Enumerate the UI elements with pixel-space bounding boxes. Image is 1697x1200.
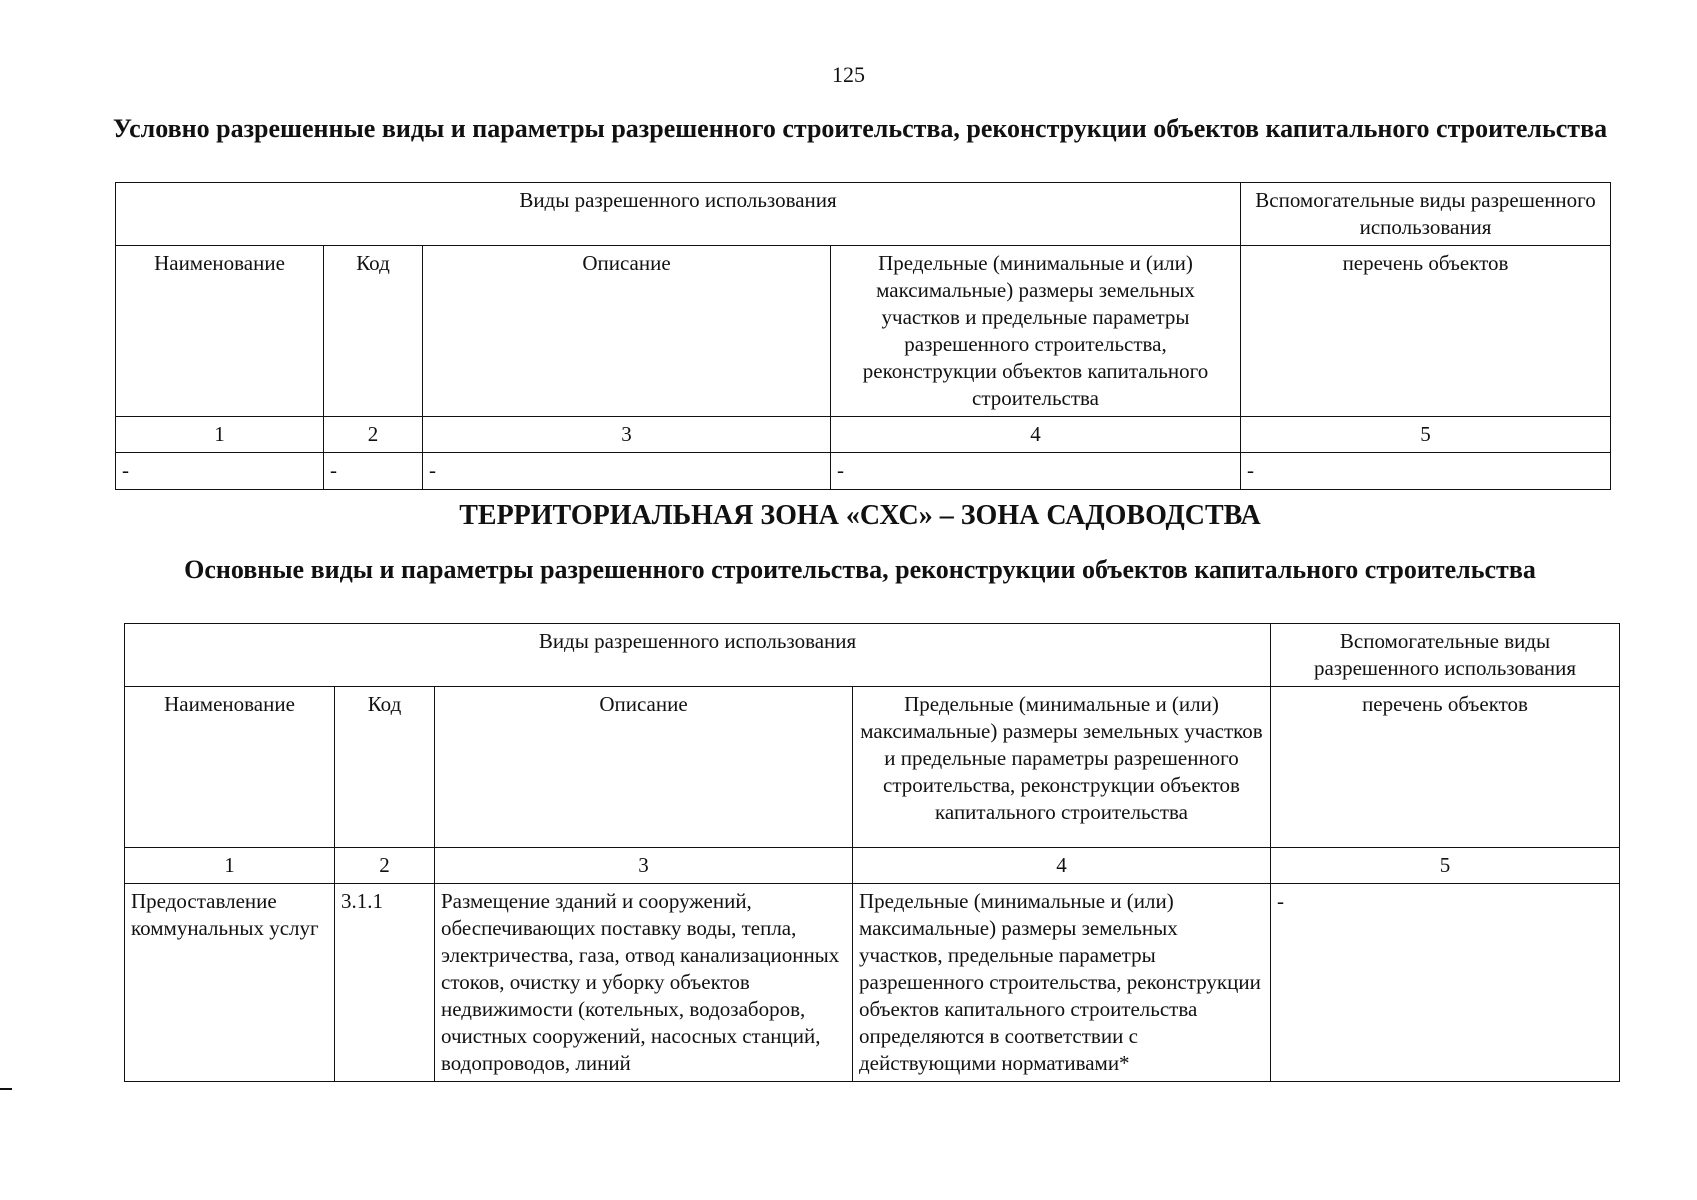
column-number: 3 (435, 848, 853, 884)
table-cell-objects: - (1271, 884, 1620, 1082)
table-column-header-row (116, 246, 1611, 417)
column-header-name: Наименование (116, 246, 324, 417)
column-number: 1 (125, 848, 335, 884)
column-header-description: Описание (435, 687, 853, 848)
table-number-row (125, 848, 1620, 884)
table-row (116, 453, 1611, 490)
table-cell: - (1241, 453, 1611, 490)
table-cell: - (831, 453, 1241, 490)
section2-table (124, 623, 1620, 1082)
column-number: 4 (853, 848, 1271, 884)
column-number: 5 (1271, 848, 1620, 884)
section1-heading: Условно разрешенные виды и параметры разрешенного строительства, реконструкции объектов капитального строительства (112, 114, 1608, 143)
table-column-header-row (125, 687, 1620, 848)
table-cell-name: Предоставление коммунальных услуг (125, 884, 335, 1082)
table-cell: - (324, 453, 423, 490)
aux-header: Вспомогательные виды разрешенного использования (1271, 624, 1620, 687)
column-number: 2 (324, 417, 423, 453)
column-number: 3 (423, 417, 831, 453)
column-header-description: Описание (423, 246, 831, 417)
section1-table (115, 182, 1611, 490)
group-header: Виды разрешенного использования (116, 183, 1241, 246)
table-group-header-row (125, 624, 1620, 687)
table-cell-code: 3.1.1 (335, 884, 435, 1082)
column-header-objects: перечень объектов (1271, 687, 1620, 848)
column-number: 1 (116, 417, 324, 453)
column-header-parameters: Предельные (минимальные и (или) максимальные) размеры земельных участков и предельные параметры разрешенного строительства, реконструкции объектов капитального строительства (853, 687, 1271, 848)
table-number-row (116, 417, 1611, 453)
table-group-header-row (116, 183, 1611, 246)
table-cell: - (116, 453, 324, 490)
zone-title: ТЕРРИТОРИАЛЬНАЯ ЗОНА «СХС» – ЗОНА САДОВОДСТВА (459, 500, 1261, 531)
column-header-code: Код (324, 246, 423, 417)
table-row (125, 884, 1620, 1082)
column-number: 5 (1241, 417, 1611, 453)
table-cell: - (423, 453, 831, 490)
column-header-code: Код (335, 687, 435, 848)
column-header-name: Наименование (125, 687, 335, 848)
table-cell-description: Размещение зданий и сооружений, обеспечивающих поставку воды, тепла, электричества, газа, отвод канализационных стоков, очистку и уборку объектов недвижимости (котельных, водозаборов, очистных сооружений, насосных станций, водопроводов, линий (435, 884, 853, 1082)
margin-mark (0, 1088, 12, 1090)
page-number: 125 (832, 62, 865, 87)
column-number: 4 (831, 417, 1241, 453)
group-header: Виды разрешенного использования (125, 624, 1271, 687)
column-header-parameters: Предельные (минимальные и (или) максимальные) размеры земельных участков и предельные параметры разрешенного строительства, реконструкции объектов капитального строительства (831, 246, 1241, 417)
column-header-objects: перечень объектов (1241, 246, 1611, 417)
table-cell-parameters: Предельные (минимальные и (или) максимальные) размеры земельных участков, предельные параметры разрешенного строительства, реконструкции объектов капитального строительства определяются в соответствии с действующими нормативами* (853, 884, 1271, 1082)
section2-heading: Основные виды и параметры разрешенного строительства, реконструкции объектов капитального строительства (184, 555, 1536, 584)
aux-header: Вспомогательные виды разрешенного использования (1241, 183, 1611, 246)
column-number: 2 (335, 848, 435, 884)
